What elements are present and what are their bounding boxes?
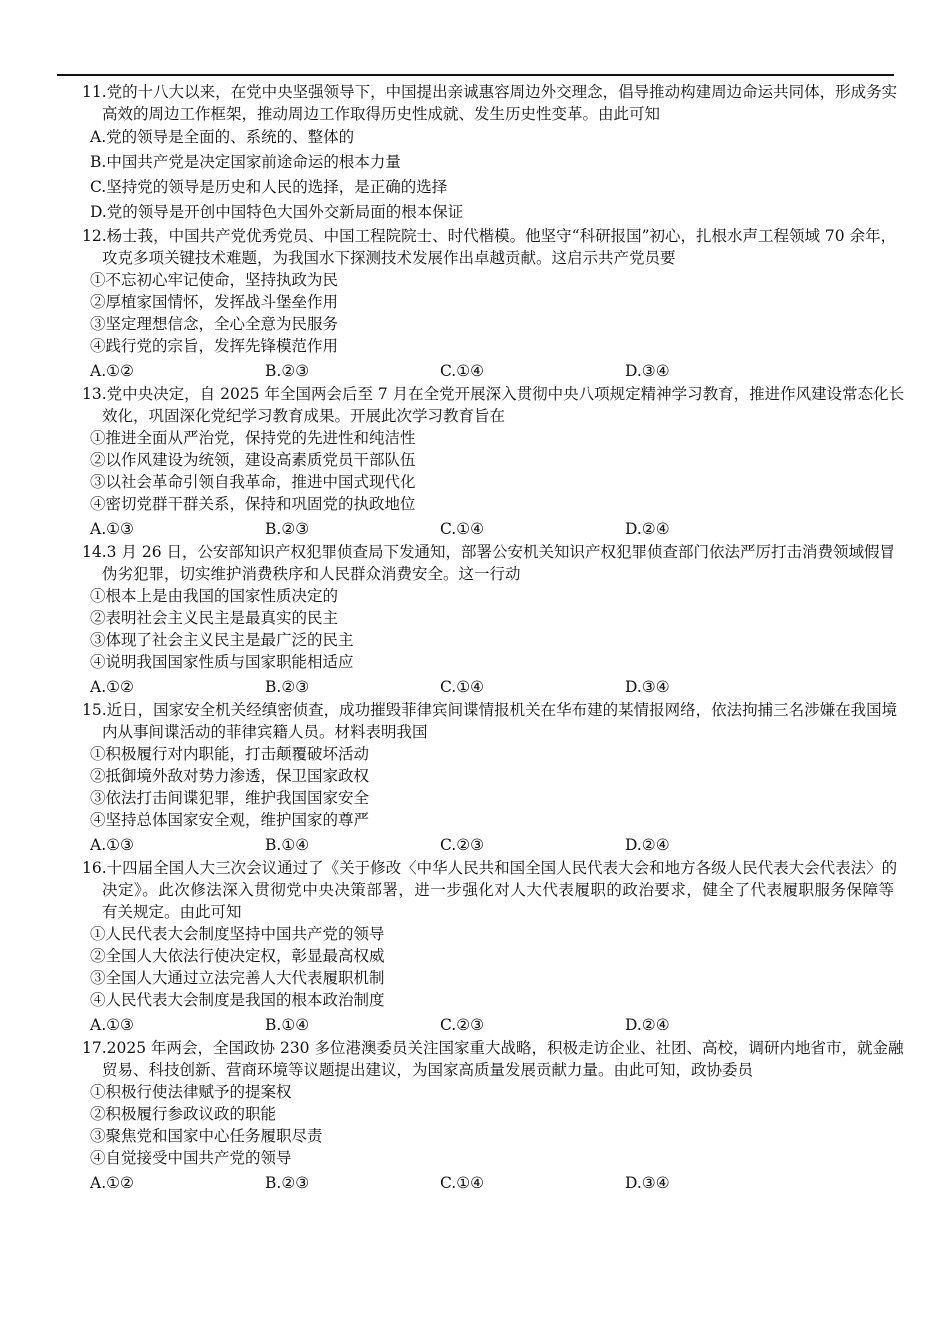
answer-choices [82,1011,894,1037]
answer-choices [82,1169,894,1195]
answer-choice: A.①② [90,362,134,380]
answer-choice: A.①② [90,1174,134,1192]
stem-line: 贸易、科技创新、营商环境等议题提出建议，为国家高质量发展贡献力量。由此可知，政协委员 [102,1061,754,1079]
answer-choice: A.①③ [90,1016,134,1034]
statement-item: ③全国人大通过立法完善人大代表履职机制 [90,969,385,987]
answer-choices [82,357,894,383]
statement-item: ①不忘初心牢记使命，坚持执政为民 [90,271,339,289]
question-12 [82,225,897,383]
answer-choice: B.②③ [265,520,310,538]
answer-choice: B.①④ [265,1016,310,1034]
stem-line: 14.3 月 26 日，公安部知识产权犯罪侦查局下发通知，部署公安机关知识产权犯罪侦查部门依法严厉打击消费领域假冒 [82,543,896,561]
answer-choice: C.①④ [440,1174,485,1192]
question-list [82,81,905,1195]
stem-line: 15.近日，国家安全机关经缜密侦查，成功摧毁菲律宾间谍情报机关在华布建的某情报网络，依法拘捕三名涉嫌在我国境 [82,701,898,719]
statement-item: ③以社会革命引领自我革命，推进中国式现代化 [90,473,416,491]
stem-line: 伪劣犯罪，切实维护消费秩序和人民群众消费安全。这一行动 [102,565,521,583]
answer-choice: A.①③ [90,836,134,854]
question-stem [82,857,898,923]
stem-line: 内从事间谍活动的菲律宾籍人员。材料表明我国 [102,723,428,741]
statement-item: ②厚植家国情怀，发挥战斗堡垒作用 [90,293,339,311]
statement-item: ②积极履行参政议政的职能 [90,1105,277,1123]
stem-line: 决定》。此次修法深入贯彻党中央决策部署，进一步强化对人大代表履职的政治要求，健全了代表履职服务保障等 [102,881,894,899]
answer-option: A.党的领导是全面的、系统的、整体的 [90,128,355,146]
stem-line: 效化，巩固深化党纪学习教育成果。开展此次学习教育旨在 [102,407,506,425]
stem-line: 高效的周边工作框架，推动周边工作取得历史性成就、发生历史性变革。由此可知 [102,105,661,123]
question-16 [82,857,898,1037]
question-stem [82,541,894,585]
answer-choice: A.①② [90,678,134,696]
statement-item: ③体现了社会主义民主是最广泛的民主 [90,631,354,649]
question-14 [82,541,894,699]
answer-choice: C.①④ [440,520,485,538]
question-13 [82,383,905,541]
stem-line: 有关规定。由此可知 [102,903,242,921]
stem-line: 13.党中央决定，自 2025 年全国两会后至 7 月在全党开展深入贯彻中央八项规定精神学习教育，推进作风建设常态化长 [82,385,905,403]
stem-line: 12.杨士莪，中国共产党优秀党员、中国工程院院士、时代楷模。他坚守“科研报国”初心，扎根水声工程领域 70 余年， [82,227,897,245]
answer-option: D.党的领导是开创中国特色大国外交新局面的根本保证 [90,203,464,221]
answer-choice: B.①④ [265,836,310,854]
header-rule [57,74,894,76]
answer-choice: D.③④ [625,678,670,696]
answer-option: B.中国共产党是决定国家前途命运的根本力量 [90,153,401,171]
answer-choice: C.①④ [440,362,485,380]
stem-line: 16.十四届全国人大三次会议通过了《关于修改〈中华人民共和国全国人民代表大会和地方各级人民代表大会代表法〉的 [82,859,898,877]
statement-item: ③坚定理想信念，全心全意为民服务 [90,315,339,333]
answer-choices [82,515,894,541]
statement-item: ②抵御境外敌对势力渗透，保卫国家政权 [90,767,370,785]
question-stem [82,81,898,125]
answer-choice: B.②③ [265,678,310,696]
statement-item: ④自觉接受中国共产党的领导 [90,1149,292,1167]
stem-line: 17.2025 年两会，全国政协 230 多位港澳委员关注国家重大战略，积极走访企业、社团、高校，调研内地省市，就金融 [82,1039,904,1057]
answer-choice: C.②③ [440,836,485,854]
answer-option: C.坚持党的领导是历史和人民的选择，是正确的选择 [90,178,448,196]
answer-choice: C.①④ [440,678,485,696]
statement-item: ①推进全面从严治党，保持党的先进性和纯洁性 [90,429,416,447]
question-stem [82,225,897,269]
question-stem [82,383,905,427]
statement-item: ④践行党的宗旨，发挥先锋模范作用 [90,337,339,355]
stem-line: 攻克多项关键技术难题，为我国水下探测技术发展作出卓越贡献。这启示共产党员要 [102,249,676,267]
question-17 [82,1037,904,1195]
statement-item: ①积极履行对内职能，打击颠覆破坏活动 [90,745,370,763]
answer-choice: B.②③ [265,362,310,380]
answer-choice: A.①③ [90,520,134,538]
statement-item: ④说明我国国家性质与国家职能相适应 [90,653,354,671]
question-15 [82,699,898,857]
answer-choices [82,673,894,699]
statement-item: ②全国人大依法行使决定权，彰显最高权威 [90,947,385,965]
question-stem [82,1037,904,1081]
stem-line: 11.党的十八大以来，在党中央坚强领导下，中国提出亲诚惠容周边外交理念，倡导推动构建周边命运共同体，形成务实 [82,83,898,101]
question-11 [82,81,898,225]
statement-item: ④密切党群干群关系，保持和巩固党的执政地位 [90,495,416,513]
statement-item: ③依法打击间谍犯罪，维护我国国家安全 [90,789,370,807]
answer-choices [82,831,894,857]
statement-item: ①根本上是由我国的国家性质决定的 [90,587,339,605]
answer-choice: D.③④ [625,362,670,380]
statement-item: ③聚焦党和国家中心任务履职尽责 [90,1127,323,1145]
answer-choice: C.②③ [440,1016,485,1034]
answer-choice: D.②④ [625,520,670,538]
answer-choice: D.②④ [625,1016,670,1034]
statement-item: ④人民代表大会制度是我国的根本政治制度 [90,991,385,1009]
statement-item: ②以作风建设为统领，建设高素质党员干部队伍 [90,451,416,469]
question-stem [82,699,898,743]
answer-choice: B.②③ [265,1174,310,1192]
statement-item: ④坚持总体国家安全观，维护国家的尊严 [90,811,370,829]
statement-item: ①积极行使法律赋予的提案权 [90,1083,292,1101]
answer-choice: D.③④ [625,1174,670,1192]
statement-item: ①人民代表大会制度坚持中国共产党的领导 [90,925,385,943]
statement-item: ②表明社会主义民主是最真实的民主 [90,609,339,627]
answer-choice: D.②④ [625,836,670,854]
